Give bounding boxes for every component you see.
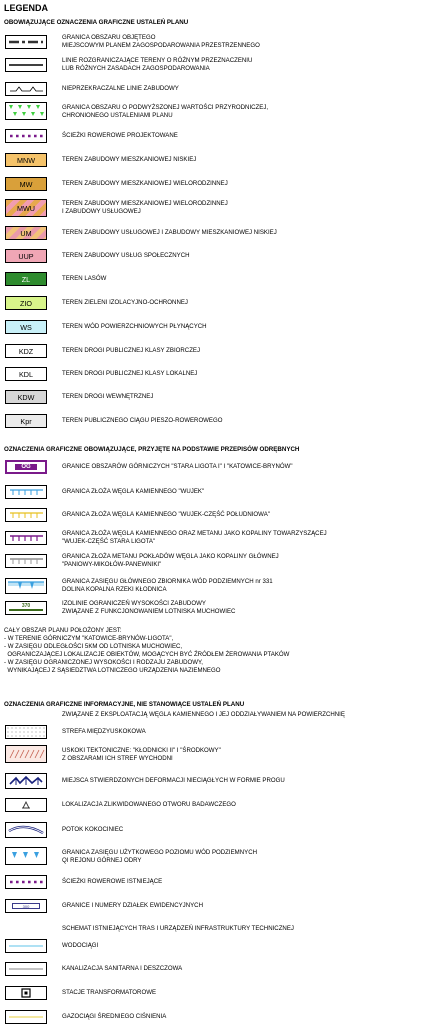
- deposit-wujek-symbol: [5, 485, 47, 499]
- infrastructure-heading: SCHEMAT ISTNIEJĄCYCH TRAS I URZĄDZEŃ INFRASTRUKTURY TECHNICZNEJ: [62, 925, 294, 932]
- zone-mnw-symbol: MNW: [5, 153, 47, 167]
- legend-label-stream: POTOK KOKOCINIEC: [62, 826, 124, 833]
- legend-label-deposit-wujek: GRANICA ZŁOŻA WĘGLA KAMIENNEGO "WUJEK": [62, 488, 205, 495]
- aquifer-range-symbol: [5, 847, 47, 865]
- section3-subheading: ZWIĄZANE Z EKSPLOATACJĄ WĘGLA KAMIENNEGO I JEJ ODDZIAŁYWANIEM NA POWIERZCHNIĘ: [62, 711, 345, 718]
- zone-um-symbol: UM: [5, 226, 47, 240]
- zone-zl-symbol: ZL: [5, 272, 47, 286]
- demarcation-line-symbol: [5, 58, 47, 72]
- legend-title: LEGENDA: [4, 3, 49, 13]
- legend-label-parcel: GRANICE I NUMERY DZIAŁEK EWIDENCYJNYCH: [62, 902, 203, 909]
- inter-fault-zone-symbol: [5, 725, 47, 739]
- zone-uup-symbol: UUP: [5, 249, 47, 263]
- legend-label-kdw: TEREN DROGI WEWNĘTRZNEJ: [62, 393, 154, 400]
- legend-label-kpr: TEREN PUBLICZNEGO CIĄGU PIESZO-ROWEROWEGO: [62, 417, 223, 424]
- legend-label-kdl: TEREN DROGI PUBLICZNEJ KLASY LOKALNEJ: [62, 370, 198, 377]
- nature-area-symbol: [5, 102, 47, 120]
- borehole-symbol: [5, 798, 47, 812]
- height-isoline-code: 370: [21, 603, 31, 609]
- legend-label-um: TEREN ZABUDOWY USŁUGOWEJ I ZABUDOWY MIESZKANIOWEJ NISKIEJ: [62, 229, 277, 236]
- tectonic-fault-symbol: [5, 745, 47, 763]
- legend-label-deformation: MIEJSCA STWIERDZONYCH DEFORMACJI NIECIĄGŁYCH W FORMIE PROGU: [62, 777, 285, 784]
- zone-kdl-symbol: KDL: [5, 367, 47, 381]
- water-pipe-symbol: [5, 939, 47, 953]
- legend-label-nature-area: GRANICA OBSZARU O PODWYŻSZONEJ WARTOŚCI PRZYRODNICZEJ, CHRONIONEGO USTALENIAMI PLANU: [62, 104, 269, 119]
- zone-zio-symbol: ZIO: [5, 296, 47, 310]
- legend-label-tectonic-fault: USKOKI TEKTONICZNE: "KŁODNICKI II" I "ŚRODKOWY" Z OBSZARAMI ICH STREF WYCHODNI: [62, 747, 221, 762]
- legend-label-mining-area: GRANICE OBSZARÓW GÓRNICZYCH "STARA LIGOTA I" I "KATOWICE-BRYNÓW": [62, 463, 293, 470]
- legend-label-mnw: TEREN ZABUDOWY MIESZKANIOWEJ NISKIEJ: [62, 156, 197, 163]
- deposit-stara-ligota-symbol: [5, 531, 47, 545]
- legend-label-bike-path-planned: ŚCIEŻKI ROWEROWE PROJEKTOWANE: [62, 132, 178, 139]
- legend-label-zio: TEREN ZIELENI IZOLACYJNO-OCHRONNEJ: [62, 299, 188, 306]
- legend-label-sewer: KANALIZACJA SANITARNA I DESZCZOWA: [62, 965, 183, 972]
- section2-heading: OZNACZENIA GRAFICZNE OBOWIĄZUJĄCE, PRZYJĘTE NA PODSTAWIE PRZEPISÓW ODRĘBNYCH: [4, 446, 300, 453]
- legend-label-groundwater-reservoir: GRANICA ZASIĘGU GŁÓWNEGO ZBIORNIKA WÓD PODZIEMNYCH nr 331 DOLINA KOPALNA RZEKI KŁODNICA: [62, 578, 273, 593]
- stream-symbol: [5, 822, 47, 838]
- parcel-code: 300: [12, 903, 40, 909]
- section3-heading: OZNACZENIA GRAFICZNE INFORMACYJNE, NIE STANOWIĄCE USTALEŃ PLANU: [4, 701, 245, 708]
- legend-label-gas-pipe: GAZOCIĄGI ŚREDNIEGO CIŚNIENIA: [62, 1013, 167, 1020]
- gas-pipe-symbol: [5, 1010, 47, 1024]
- zone-ws-symbol: WS: [5, 320, 47, 334]
- legend-label-mwu: TEREN ZABUDOWY MIESZKANIOWEJ WIELORODZINNEJ I ZABUDOWY USŁUGOWEJ: [62, 200, 228, 215]
- legend-label-aquifer-range: GRANICA ZASIĘGU UŻYTKOWEGO POZIOMU WÓD PODZIEMNYCH QI REJONU GÓRNEJ ODRY: [62, 849, 258, 864]
- deformation-symbol: [5, 773, 47, 789]
- height-isoline-symbol: [5, 601, 47, 615]
- bike-path-existing-symbol: [5, 875, 47, 889]
- zone-mwu-symbol: MWU: [5, 199, 47, 217]
- legend-label-height-isoline: IZOLINIE OGRANICZEŃ WYSOKOŚCI ZABUDOWY ZWIĄZANE Z FUNKCJONOWANIEM LOTNISKA MUCHOWIEC: [62, 600, 236, 615]
- transformer-station-symbol: [5, 986, 47, 1000]
- mining-area-symbol: [5, 460, 47, 474]
- section1-heading: OBOWIĄZUJĄCE OZNACZENIA GRAFICZNE USTALEŃ PLANU: [4, 19, 189, 26]
- legend-label-zl: TEREN LASÓW: [62, 275, 107, 282]
- sewer-symbol: [5, 962, 47, 976]
- legend-label-water-pipe: WODOCIĄGI: [62, 942, 99, 949]
- bike-path-planned-symbol: [5, 129, 47, 143]
- legend-label-deposit-stara-ligota: GRANICA ZŁOŻA WĘGLA KAMIENNEGO ORAZ METANU JAKO KOPALINY TOWARZYSZĄCEJ "WUJEK-CZĘŚĆ STARA LIGOTA": [62, 530, 327, 545]
- groundwater-reservoir-symbol: [5, 578, 47, 594]
- zone-mw-symbol: MW: [5, 177, 47, 191]
- legend-label-bike-path-existing: ŚCIEŻKI ROWEROWE ISTNIEJĄCE: [62, 878, 163, 885]
- zone-kpr-symbol: Kpr: [5, 414, 47, 428]
- legend-label-transformer-station: STACJE TRANSFORMATOROWE: [62, 989, 157, 996]
- plan-area-note: CAŁY OBSZAR PLANU POŁOŻONY JEST: - W TERENIE GÓRNICZYM "KATOWICE-BRYNÓW-LIGOTA", - W ZASIĘGU ODLEGŁOŚCI 5KM OD LOTNISKA MUCHOWIEC, OGRANICZAJĄCEJ LOKALIZACJE OBIEKTÓW, MOGĄCYCH BYĆ ŹRÓDŁEM ŻEROWANIA PTAKÓW - W ZASIĘGU OGRANICZONEJ WYSOKOŚCI I RODZAJU ZABUDOWY, WYNIKAJĄCEJ Z SĄSIEDZTWA LOTNICZEGO URZĄDZENIA NAZIEMNEGO: [4, 627, 290, 674]
- mining-area-code: OG: [15, 464, 36, 470]
- zone-kdz-symbol: KDZ: [5, 344, 47, 358]
- methane-deposit-symbol: [5, 554, 47, 568]
- parcel-symbol: [5, 899, 47, 913]
- legend-label-inter-fault-zone: STREFA MIĘDZYUSKOKOWA: [62, 728, 146, 735]
- legend-label-ws: TEREN WÓD POWIERZCHNIOWYCH PŁYNĄCYCH: [62, 323, 207, 330]
- legend-label-borehole: LOKALIZACJA ZLIKWIDOWANEGO OTWORU BADAWCZEGO: [62, 801, 236, 808]
- legend-label-deposit-wujek-south: GRANICA ZŁOŻA WĘGLA KAMIENNEGO "WUJEK-CZĘŚĆ POŁUDNIOWA": [62, 511, 270, 518]
- plan-boundary-symbol: [5, 35, 47, 49]
- legend-label-building-line: NIEPRZEKRACZALNE LINIE ZABUDOWY: [62, 85, 179, 92]
- deposit-wujek-south-symbol: [5, 508, 47, 522]
- legend-label-methane-deposit: GRANICA ZŁOŻA METANU POKŁADÓW WĘGLA JAKO KOPALINY GŁÓWNEJ "PANIOWY-MIKOŁÓW-PANEWNIKI": [62, 553, 279, 568]
- legend-label-plan-boundary: GRANICA OBSZARU OBJĘTEGO MIEJSCOWYM PLANEM ZAGOSPODAROWANIA PRZESTRZENNEGO: [62, 34, 260, 49]
- legend-label-demarcation: LINIE ROZGRANICZAJĄCE TERENY O RÓŻNYM PRZEZNACZENIU LUB RÓŻNYCH ZASADACH ZAGOSPODAROWANIA: [62, 57, 253, 72]
- legend-label-kdz: TEREN DROGI PUBLICZNEJ KLASY ZBIORCZEJ: [62, 347, 201, 354]
- legend-label-uup: TEREN ZABUDOWY USŁUG SPOŁECZNYCH: [62, 252, 190, 259]
- building-line-symbol: [5, 82, 47, 96]
- zone-kdw-symbol: KDW: [5, 390, 47, 404]
- legend-label-mw: TEREN ZABUDOWY MIESZKANIOWEJ WIELORODZINNEJ: [62, 180, 228, 187]
